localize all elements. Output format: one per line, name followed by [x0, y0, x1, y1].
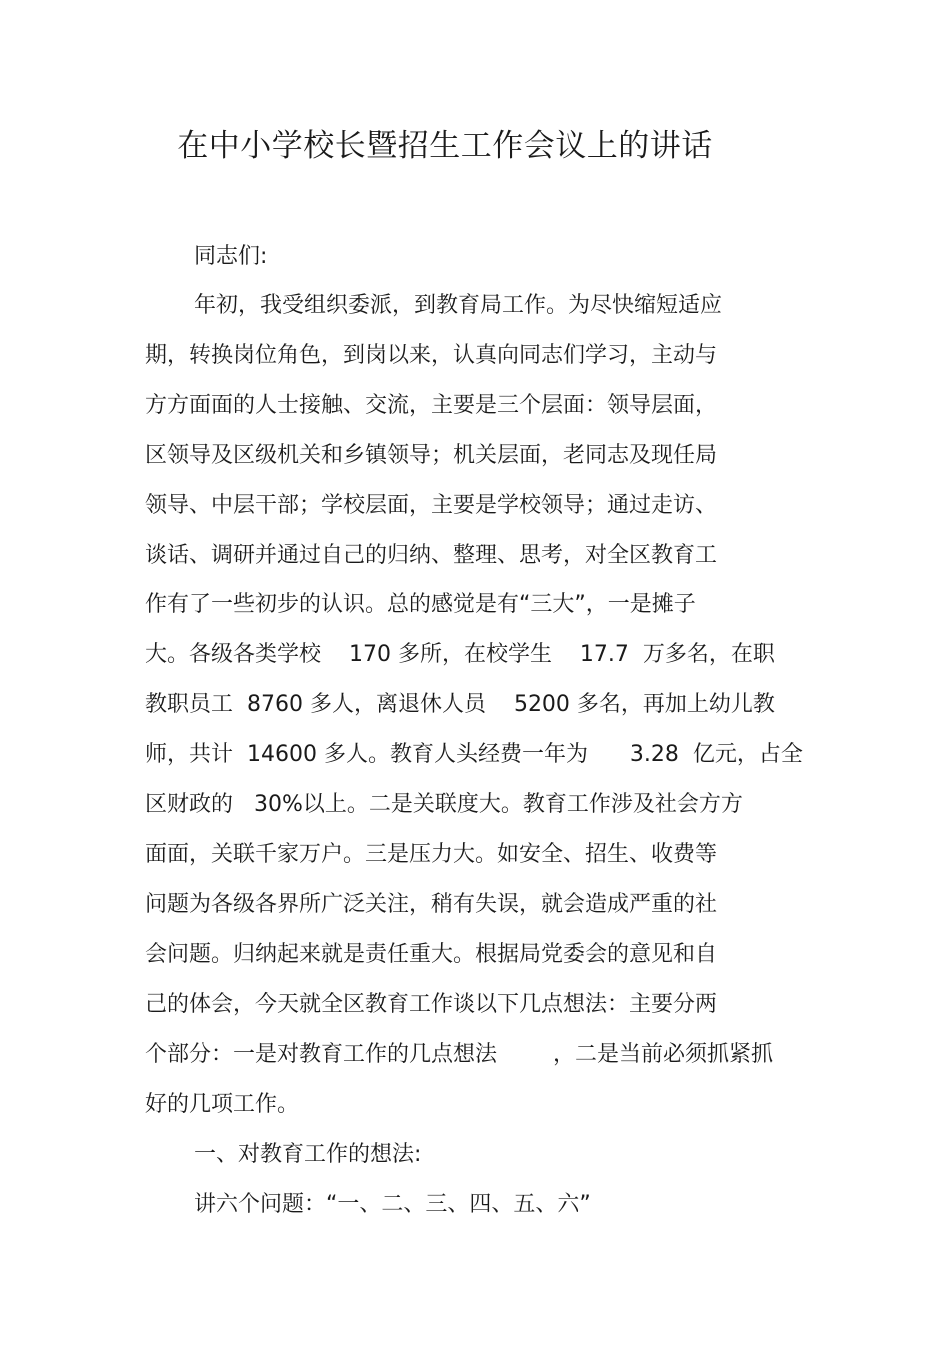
paragraph-line: 期，转换岗位角色，到岗以来，认真向同志们学习，主动与	[145, 343, 718, 368]
salutation: 同志们:	[194, 244, 268, 269]
section-line: 讲六个问题：“一、二、三、四、五、六”	[194, 1192, 591, 1217]
paragraph-line: 个部分：一是对教育工作的几点想法 ，二是当前必须抓紧抓	[145, 1042, 773, 1067]
paragraph-line: 方方面面的人士接触、交流，主要是三个层面：领导层面，	[145, 393, 718, 418]
paragraph-line: 领导、中层干部；学校层面，主要是学校领导；通过走访、	[145, 493, 718, 518]
paragraph-line: 谈话、调研并通过自己的归纳、整理、思考，对全区教育工	[145, 543, 718, 568]
paragraph-line: 好的几项工作。	[145, 1092, 300, 1117]
paragraph-line: 会问题。归纳起来就是责任重大。根据局党委会的意见和自	[145, 942, 718, 967]
paragraph-line: 区领导及区级机关和乡镇领导；机关层面，老同志及现任局	[145, 443, 718, 468]
paragraph-line: 师，共计 14600 多人。教育人头经费一年为 3.28 亿元，占全	[145, 742, 803, 767]
paragraph-line: 面面，关联千家万户。三是压力大。如安全、招生、收费等	[145, 842, 718, 867]
paragraph-line: 大。各级各类学校 170 多所，在校学生 17.7 万多名，在职	[145, 642, 775, 667]
paragraph-line: 区财政的 30%以上。二是关联度大。教育工作涉及社会方方	[145, 792, 743, 817]
paragraph-line: 己的体会，今天就全区教育工作谈以下几点想法：主要分两	[145, 992, 718, 1017]
paragraph-line: 年初，我受组织委派，到教育局工作。为尽快缩短适应	[194, 293, 723, 318]
paragraph-line: 作有了一些初步的认识。总的感觉是有“三大”，一是摊子	[145, 592, 696, 617]
paragraph-line: 教职员工 8760 多人，离退休人员 5200 多名，再加上幼儿教	[145, 692, 775, 717]
document-title: 在中小学校长暨招生工作会议上的讲话	[177, 128, 713, 164]
paragraph-line: 问题为各级各界所广泛关注，稍有失误，就会造成严重的社	[145, 892, 718, 917]
section-heading: 一、对教育工作的想法:	[194, 1142, 422, 1167]
